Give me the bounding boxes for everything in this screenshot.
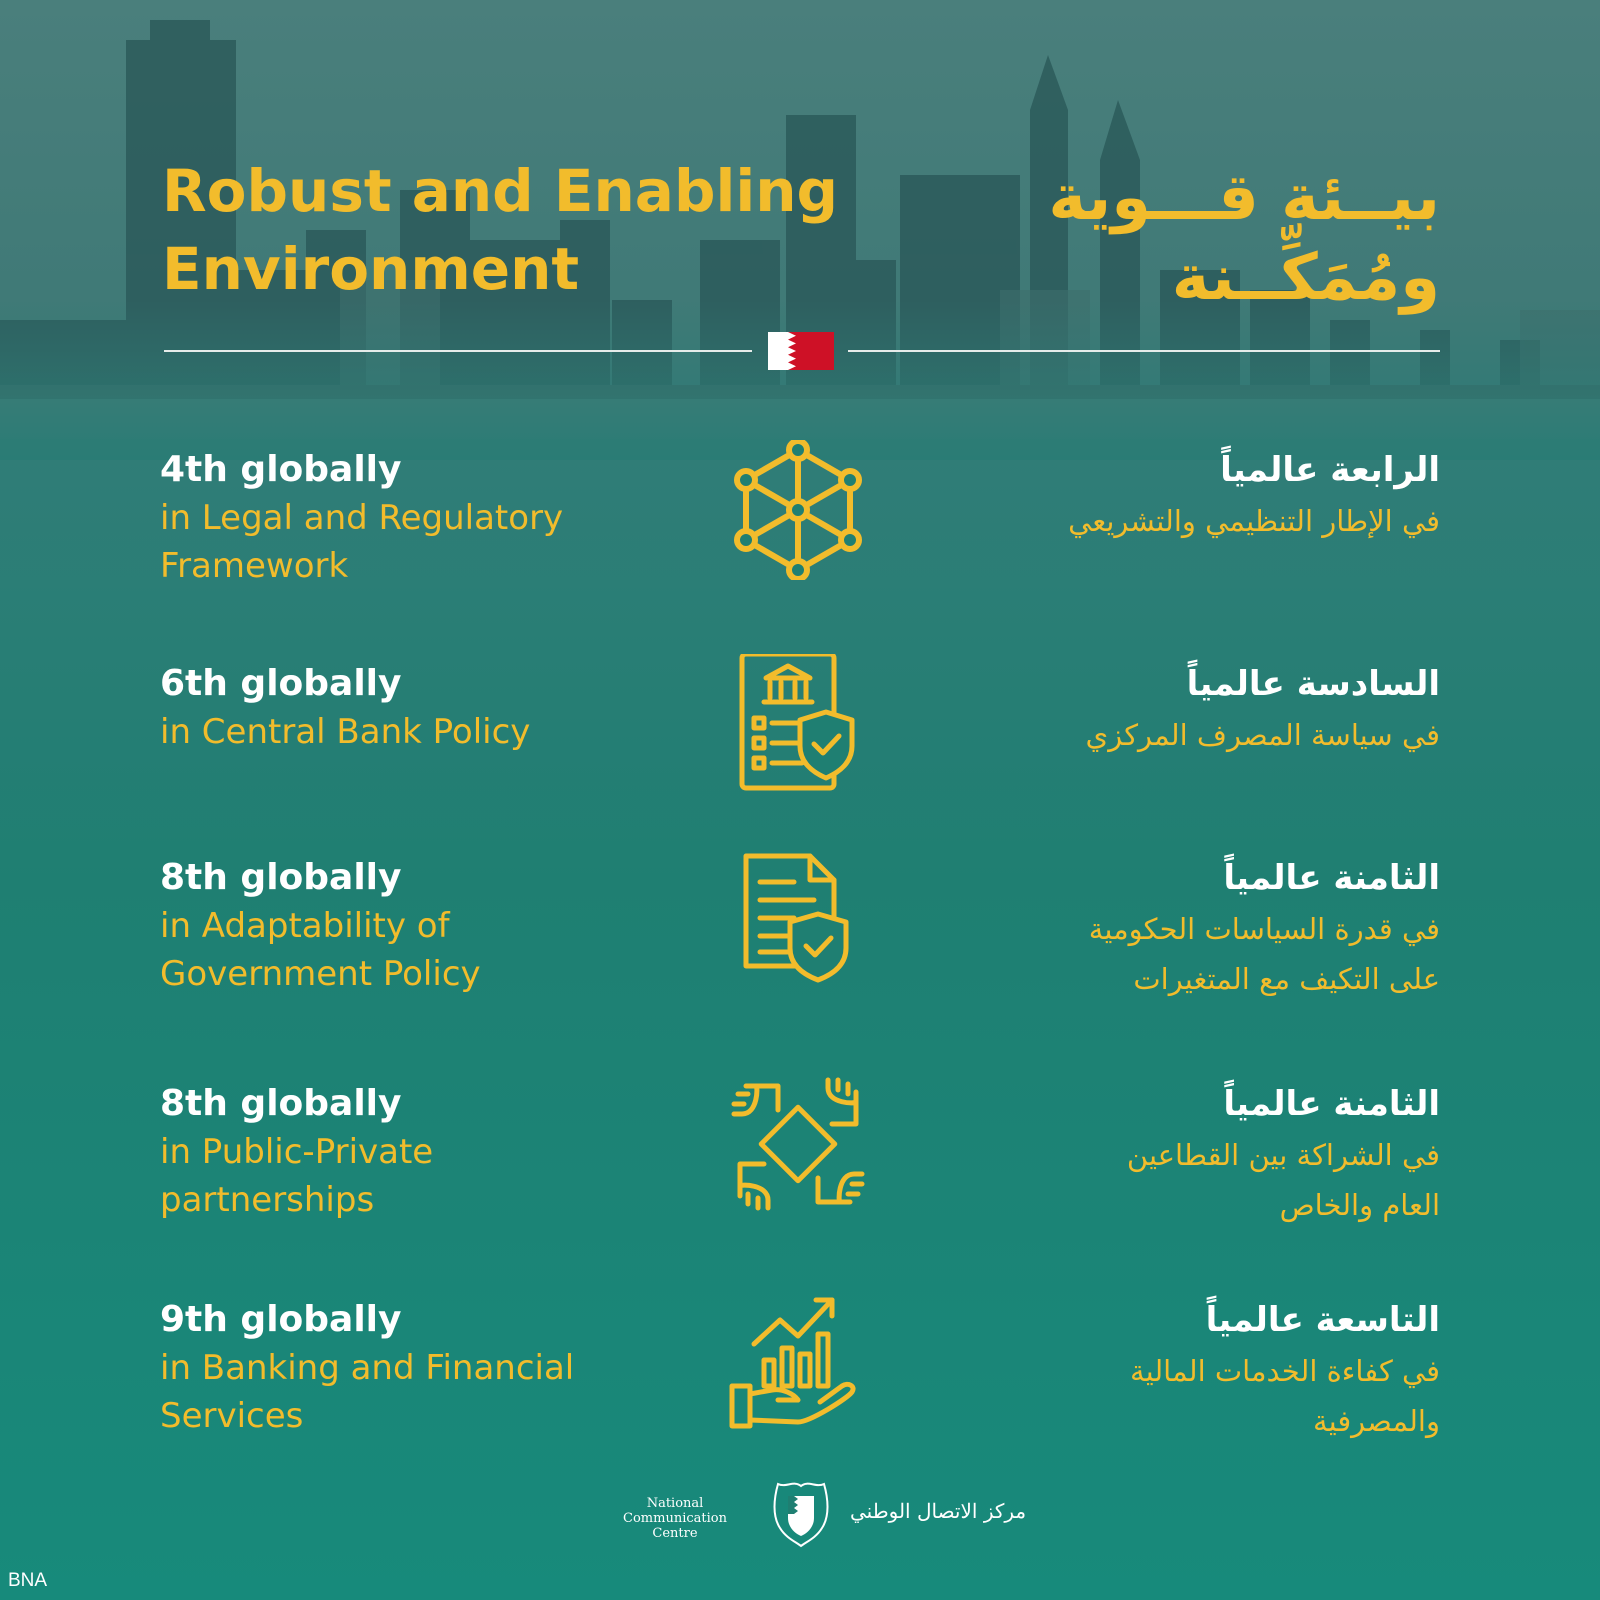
stat-rank-ar: التاسعة عالمياً	[1205, 1300, 1440, 1340]
stat-rank-ar: السادسة عالمياً	[1186, 664, 1440, 704]
stat-desc-en: in Central Bank Policy	[160, 712, 531, 752]
divider-right	[848, 350, 1440, 352]
stat-rank-en: 9th globally	[160, 1299, 402, 1340]
stat-desc-ar: في قدرة السياسات الحكومية على التكيف مع المتغيرات	[1088, 912, 1440, 996]
watermark: BNA	[8, 1570, 48, 1591]
stat-central-bank	[0, 660, 1600, 830]
stat-banking-financial	[0, 1296, 1600, 1466]
title-arabic: بيــئة قـــوية ومُمَكِّــنة	[1048, 161, 1440, 315]
stat-rank-en: 6th globally	[160, 663, 402, 704]
bahrain-flag-icon	[768, 332, 834, 370]
stat-desc-en: in Banking and Financial Services	[160, 1348, 575, 1436]
stat-desc-en: in Legal and Regulatory Framework	[160, 498, 564, 586]
title-english: Robust and Enabling Environment	[162, 157, 839, 303]
stat-rank-ar: الثامنة عالمياً	[1223, 1084, 1440, 1124]
divider-left	[164, 350, 752, 352]
joined-hands-icon	[728, 1074, 868, 1214]
stat-desc-en: in Adaptability of Government Policy	[160, 906, 481, 994]
stat-government-policy	[0, 854, 1600, 1024]
stat-desc-ar: في الإطار التنظيمي والتشريعي	[1068, 504, 1440, 538]
stat-desc-ar: في كفاءة الخدمات المالية والمصرفية	[1130, 1354, 1440, 1438]
bahrain-emblem-icon	[770, 1478, 832, 1548]
stat-rank-en: 8th globally	[160, 1083, 402, 1124]
policy-shield-document-icon	[728, 848, 868, 988]
stat-rank-ar: الرابعة عالمياً	[1220, 450, 1440, 490]
stat-rank-en: 4th globally	[160, 449, 402, 490]
stat-rank-en: 8th globally	[160, 857, 402, 898]
bank-policy-document-icon	[728, 654, 868, 794]
footer-logo	[0, 1478, 1600, 1558]
stat-desc-en: in Public-Private partnerships	[160, 1132, 434, 1220]
footer-org-ar: مركز الاتصال الوطني	[850, 1499, 1027, 1523]
footer-org-en: National Communication Centre	[623, 1496, 727, 1541]
stat-desc-ar: في الشراكة بين القطاعين العام والخاص	[1126, 1138, 1440, 1222]
stat-public-private	[0, 1080, 1600, 1250]
hand-growth-chart-icon	[728, 1290, 868, 1430]
network-cube-icon	[728, 440, 868, 580]
stat-rank-ar: الثامنة عالمياً	[1223, 858, 1440, 898]
stat-legal-regulatory	[0, 446, 1600, 616]
stat-desc-ar: في سياسة المصرف المركزي	[1085, 718, 1440, 752]
